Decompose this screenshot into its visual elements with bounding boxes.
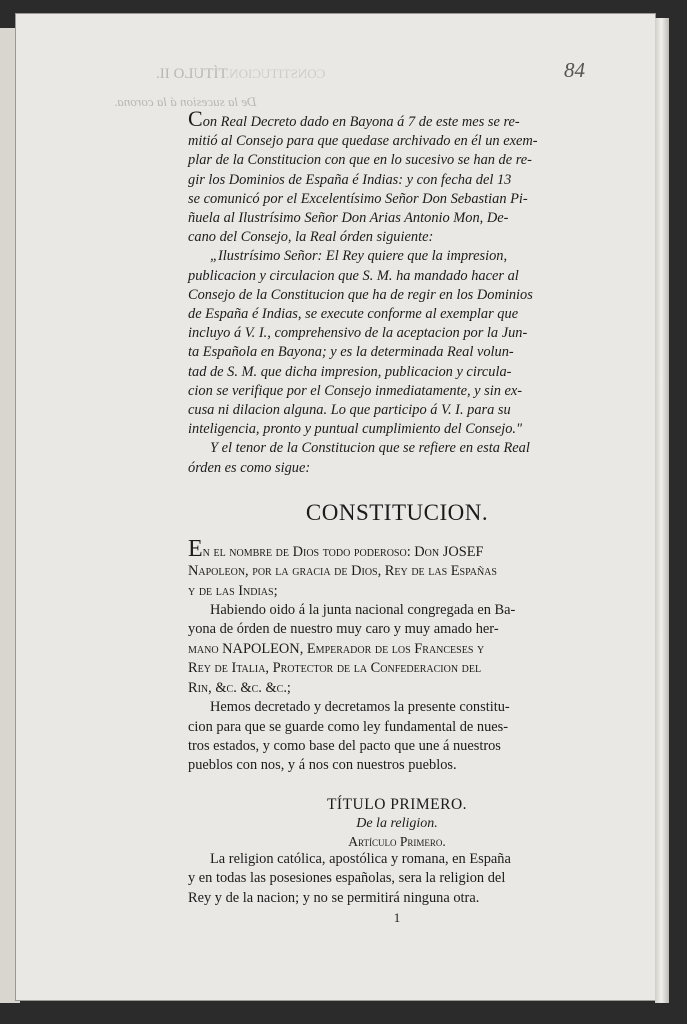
decree-paragraph: Hemos decretado y decretamos la presente constitu- cion para que se guarde como ley fundamental de nues- tros estados, y como base del pacto que une á nuestros pueblos con nos, y á nos con nuestros pueblos. [188, 699, 510, 774]
page-number: 1 [393, 909, 401, 925]
page-text [188, 106, 606, 926]
bleed-through-title: TÍTULO II. [156, 66, 228, 82]
habiendo-paragraph: Habiendo oido á la junta nacional congregada en Ba- yona de órden de nuestro muy caro y muy amado her- mano NAPOLEON, Emperador de los Franceses y Rey de Italia, Protector de la Confederacion del Rin, &c. &c. &c.; [188, 602, 516, 696]
folio-number: 84 [564, 58, 585, 82]
intro-initial: C [188, 106, 203, 131]
bleed-through-heading: CONSTITUCION. [226, 66, 326, 81]
preamble-paragraph: En el nombre de Dios todo poderoso: Don JOSEF Napoleon, por la gracia de Dios, Rey de las Españas y de las Indias; [188, 535, 497, 599]
bleed-through-subtitle: De la sucesion á la corona. [114, 94, 257, 109]
title-subheading: De la religion. [356, 815, 438, 831]
article-heading: Artículo Primero. [348, 833, 446, 849]
intro-paragraph: Con Real Decreto dado en Bayona á 7 de este mes se re- mitió al Consejo para que quedase archivado en él un exem- plar de la Constitucion con que en lo sucesivo se han de re- gir los Dominios de España é Indias: y con fecha del 13 se comunicó por el Excelentísimo Señor Don Sebastian Pi- ñuela al Ilustrísimo Señor Don Arias Antonio Mon, De- cano del Consejo, la Real órden siguiente: „Ilustrísimo Señor: El Rey quiere que la impresion, publicacion y circulacion que S. M. ha mandado hacer al Consejo de la Constitucion que ha de regir en los Dominios de España é Indias, se execute conforme al exemplar que incluyo á V. I., comprehensivo de la aceptacion por la Jun- ta Española en Bayona; y es la determinada Real volun- tad de S. M. que dicha impresion, publicacion y circula- cion se verifique por el Consejo inmediatamente, y sin ex- cusa ni dilacion alguna. Lo que participo á V. I. para su inteligencia, pronto y puntual cumplimiento del Consejo." Y el tenor de la Constitucion que se refiere en esta Real órden es como sigue: [188, 106, 538, 476]
constitution-heading: CONSTITUCION. [305, 499, 489, 525]
article-paragraph: La religion católica, apostólica y romana, en España y en todas las posesiones españolas, sera la religion del Rey y de la nacion; y no se permitirá ninguna otra. [188, 850, 511, 906]
preamble-initial: E [188, 535, 203, 562]
right-page-edge [655, 18, 669, 1003]
title-heading: TÍTULO PRIMERO. [326, 795, 468, 813]
